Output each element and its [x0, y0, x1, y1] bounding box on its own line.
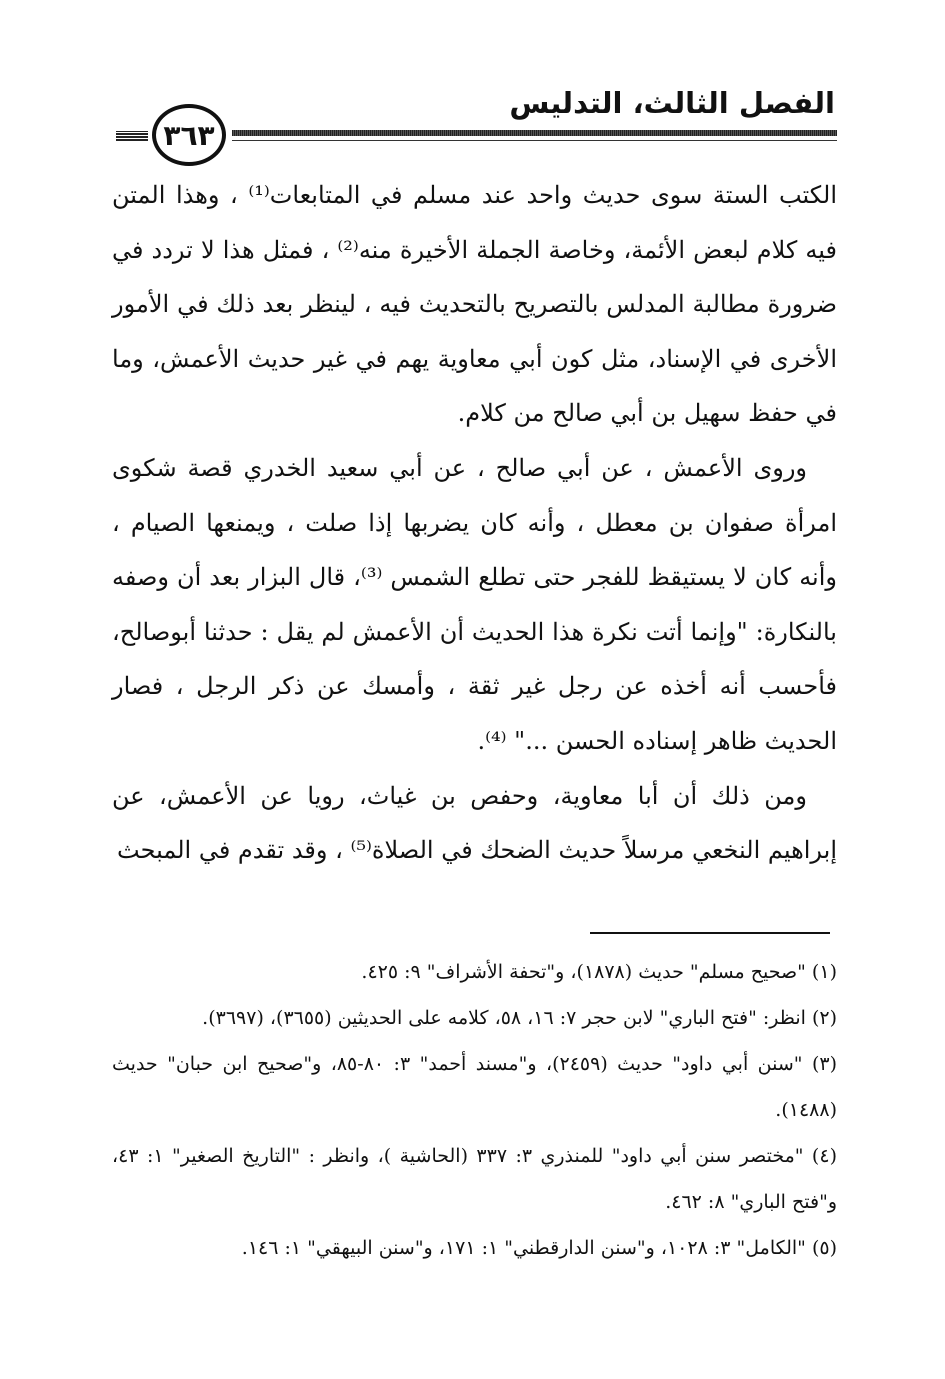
main-text [112, 168, 837, 878]
paragraph: الكتب الستة سوى حديث واحد عند مسلم في المتابعات⁽¹⁾ ، وهذا المتن فيه كلام لبعض الأئمة، وخاصة الجملة الأخيرة منه⁽²⁾ ، فمثل هذا لا تردد في ضرورة مطالبة المدلس بالتصريح بالتحديث فيه ، لينظر بعد ذلك في الأمور الأخرى في الإسناد، مثل كون أبي معاوية يهم في غير حديث الأعمش، وما في حفظ سهيل بن أبي صالح من كلام. [112, 181, 838, 428]
footnote: (٤) "مختصر سنن أبي داود" للمنذري ٣: ٣٣٧ (الحاشية )، وانظر : "التاريخ الصغير" ١: ٤٣، و"فتح الباري" ٨: ٤٦٢. [112, 1145, 837, 1213]
footnote-divider [590, 932, 830, 934]
footnote: (٣) "سنن أبي داود" حديث (٢٤٥٩)، و"مسند أحمد" ٣: ٨٠-٨٥، و"صحيح ابن حبان" حديث (١٤٨٨). [112, 1053, 838, 1121]
footnote: (١) "صحيح مسلم" حديث (١٨٧٨)، و"تحفة الأشراف" ٩: ٤٢٥. [361, 961, 837, 983]
page-number [152, 104, 226, 166]
footnotes [112, 949, 837, 1271]
footnote: (٢) انظر: "فتح الباري" لابن حجر ٧: ١٦، ٥٨، كلامه على الحديثين (٣٦٥٥)، (٣٦٩٧). [202, 1007, 837, 1029]
header-rule-thin [232, 140, 837, 141]
paragraph: وروى الأعمش ، عن أبي صالح ، عن أبي سعيد الخدري قصة شكوى امرأة صفوان بن معطل ، وأنه كان يضربها إذا صلت ، ويمنعها الصيام ، وأنه كان لا يستيقظ للفجر حتى تطلع الشمس ⁽³⁾، قال البزار بعد أن وصفه بالنكارة: "وإنما أتت نكرة هذا الحديث أن الأعمش لم يقل : حدثنا أبوصالح، فأحسب أنه أخذه عن رجل غير ثقة ، وأمسك عن ذكر الرجل ، فصار الحديث ظاهر إسناده الحسن ..." ⁽⁴⁾. [112, 453, 837, 755]
page-number-text: ٣٦٣ [163, 118, 215, 152]
footnote: (٥) "الكامل" ٣: ١٠٢٨، و"سنن الدارقطني" ١: ١٧١، و"سنن البيهقي" ١: ١٤٦. [241, 1237, 837, 1259]
header-rule-end [116, 131, 148, 141]
chapter-title: الفصل الثالث، التدليس [509, 86, 835, 120]
header-rule [232, 130, 837, 136]
paragraph: ومن ذلك أن أبا معاوية، وحفص بن غياث، رويا عن الأعمش، عن إبراهيم النخعي مرسلاً حديث الضحك في الصلاة⁽⁵⁾ ، وقد تقدم في المبحث [112, 781, 837, 865]
